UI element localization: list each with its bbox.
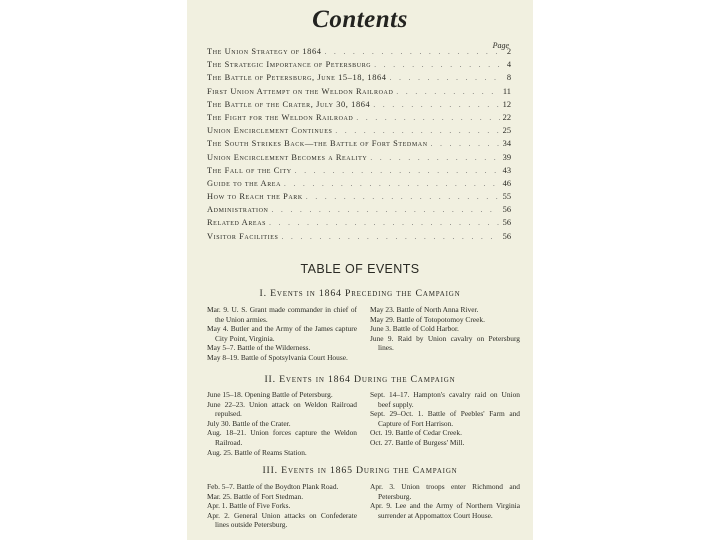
entry-title: Guide to the Area xyxy=(207,178,281,188)
contents-entry xyxy=(207,192,511,205)
leader-dots xyxy=(370,154,499,162)
contents-entry xyxy=(207,47,511,60)
event-item: May 5–7. Battle of the Wilderness. xyxy=(207,343,311,353)
event-item: Sept. 29–Oct. 1. Battle of Peebles' Farm and Capture of Fort Harrison. xyxy=(370,409,520,428)
contents-entry xyxy=(207,113,511,126)
entry-page: 46 xyxy=(502,178,511,188)
leader-dots xyxy=(269,219,500,227)
contents-entry xyxy=(207,166,511,179)
event-item: Oct. 19. Battle of Cedar Creek. xyxy=(370,428,462,438)
entry-page: 2 xyxy=(506,47,511,56)
entry-page: 8 xyxy=(506,73,511,83)
entry-title: Related Areas xyxy=(207,218,267,228)
entry-page: 25 xyxy=(502,126,511,136)
event-item: June 15–18. Opening Battle of Petersburg. xyxy=(207,390,333,399)
page-title: Contents xyxy=(312,6,408,33)
page-column-label: Page xyxy=(492,41,509,50)
entry-title: The Union Strategy of 1864 xyxy=(207,47,322,56)
leader-dots xyxy=(396,88,500,96)
event-item: May 23. Battle of North Anna River. xyxy=(370,305,479,314)
leader-dots xyxy=(373,101,499,109)
event-item: Apr. 2. General Union attacks on Confederate lines outside Petersburg. xyxy=(207,510,357,530)
event-item: Aug. 25. Battle of Reams Station. xyxy=(207,447,307,457)
leader-dots xyxy=(431,140,500,148)
entry-title: The South Strikes Back—the Battle of Fort Stedman xyxy=(207,139,428,149)
entry-title: The Fall of the City xyxy=(207,165,292,175)
entry-title: The Battle of Petersburg, June 15–18, 1864 xyxy=(207,73,387,83)
entry-title: Visitor Facilities xyxy=(207,231,279,241)
entry-title: The Fight for the Weldon Railroad xyxy=(207,112,354,122)
leader-dots xyxy=(282,233,500,241)
contents-entry xyxy=(207,139,511,152)
events-column-left xyxy=(207,482,357,530)
event-item: June 9. Raid by Union cavalry on Petersburg lines. xyxy=(370,333,520,353)
contents-list xyxy=(207,47,511,245)
entry-title: How to Reach the Park xyxy=(207,192,303,202)
leader-dots xyxy=(306,193,500,201)
event-item: June 3. Battle of Cold Harbor. xyxy=(370,324,459,334)
event-item: Mar. 9. U. S. Grant made commander in chief of the Union armies. xyxy=(207,305,357,324)
entry-page: 56 xyxy=(502,205,511,215)
entry-title: Union Encirclement Becomes a Reality xyxy=(207,152,368,162)
event-item: June 22–23. Union attack on Weldon Railroad repulsed. xyxy=(207,399,357,419)
events-column-left xyxy=(207,305,357,363)
entry-page: 11 xyxy=(502,86,511,96)
entry-page: 43 xyxy=(502,165,511,175)
contents-entry xyxy=(207,60,511,73)
event-item: Aug. 18–21. Union forces capture the Weldon Railroad. xyxy=(207,428,357,447)
entry-page: 56 xyxy=(502,218,511,228)
contents-entry xyxy=(207,126,511,139)
events-title: TABLE OF EVENTS xyxy=(300,262,420,276)
event-item: May 8–19. Battle of Spotsylvania Court House. xyxy=(207,352,348,362)
leader-dots xyxy=(335,127,499,135)
event-item: May 4. Butler and the Army of the James capture City Point, Virginia. xyxy=(207,324,357,343)
event-item: Apr. 3. Union troops enter Richmond and Petersburg. xyxy=(370,482,520,501)
entry-page: 4 xyxy=(506,60,511,70)
event-item: Feb. 5–7. Battle of the Boydton Plank Road. xyxy=(207,482,339,491)
contents-entry xyxy=(207,205,511,218)
entry-title: First Union Attempt on the Weldon Railroad xyxy=(207,86,394,96)
entry-page: 56 xyxy=(502,231,511,241)
entry-title: Union Encirclement Continues xyxy=(207,126,333,136)
event-item: May 29. Battle of Totopotomoy Creek. xyxy=(370,314,485,324)
contents-entry xyxy=(207,153,511,166)
entry-page: 55 xyxy=(502,192,511,202)
entry-page: 12 xyxy=(502,99,511,109)
event-item: Apr. 9. Lee and the Army of Northern Virginia surrender at Appomattox Court House. xyxy=(370,501,520,520)
event-item: Apr. 1. Battle of Five Forks. xyxy=(207,501,291,511)
events-column-right xyxy=(370,305,520,353)
leader-dots xyxy=(284,180,500,188)
event-item: Sept. 14–17. Hampton's cavalry raid on Union beef supply. xyxy=(370,390,520,409)
contents-entry xyxy=(207,179,511,192)
section-heading: III. Events in 1865 During the Campaign xyxy=(262,465,458,476)
leader-dots xyxy=(325,48,504,56)
entry-page: 34 xyxy=(502,139,511,149)
event-item: July 30. Battle of the Crater. xyxy=(207,418,291,428)
leader-dots xyxy=(356,114,499,122)
events-column-left xyxy=(207,390,357,457)
leader-dots xyxy=(390,74,504,82)
contents-entry xyxy=(207,232,511,245)
section-heading: II. Events in 1864 During the Campaign xyxy=(264,374,456,385)
entry-title: Administration xyxy=(207,205,269,215)
leader-dots xyxy=(295,167,500,175)
leader-dots xyxy=(374,61,504,69)
event-item: Mar. 25. Battle of Fort Stedman. xyxy=(207,491,304,501)
events-column-right xyxy=(370,390,520,448)
event-item: Oct. 27. Battle of Burgess' Mill. xyxy=(370,437,465,447)
contents-entry xyxy=(207,218,511,231)
contents-entry xyxy=(207,87,511,100)
document-page xyxy=(187,0,533,540)
leader-dots xyxy=(271,206,499,214)
contents-entry xyxy=(207,100,511,113)
entry-title: The Battle of the Crater, July 30, 1864 xyxy=(207,99,371,109)
section-heading: I. Events in 1864 Preceding the Campaign xyxy=(259,288,461,299)
entry-title: The Strategic Importance of Petersburg xyxy=(207,60,372,70)
entry-page: 22 xyxy=(502,112,511,122)
events-column-right xyxy=(370,482,520,520)
entry-page: 39 xyxy=(502,152,511,162)
contents-entry xyxy=(207,73,511,86)
